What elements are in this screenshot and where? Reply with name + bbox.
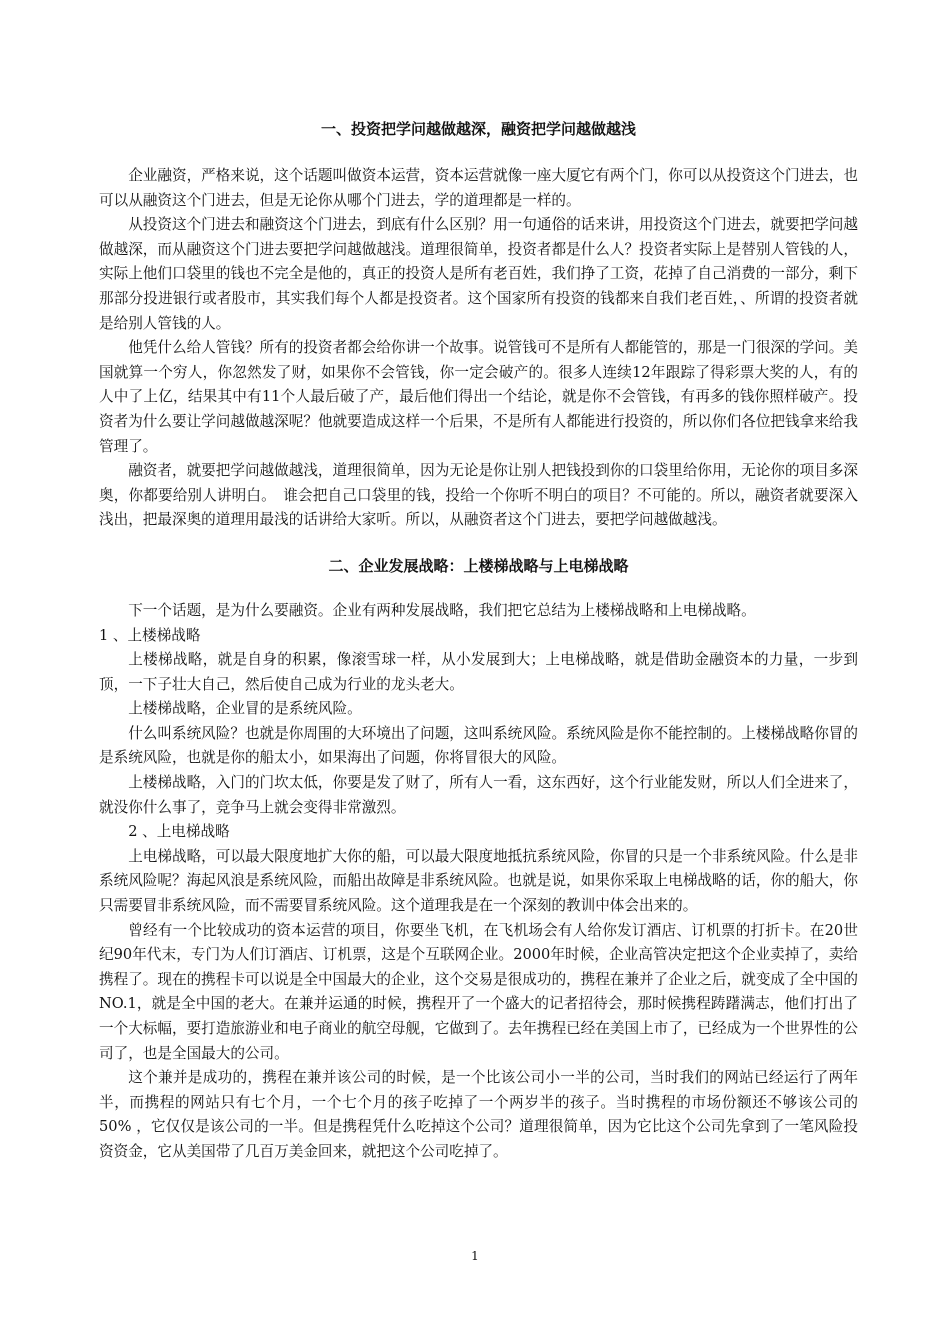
subheading-stairs-strategy: 1 、上楼梯战略 xyxy=(99,626,201,644)
section-2-paragraph: 这个兼并是成功的，携程在兼并该公司的时候，是一个比该公司小一半的公司，当时我们的网站已经运行了两年半，而携程的网站只有七个月，一个七个月的孩子吃掉了一个两岁半的孩子。当时携程的市场份额还不够该公司的50% ，它仅仅是该公司的一半。但是携程凭什么吃掉这个公司？道理很简单，因为它比这个公司先拿到了一笔风险投资资金，它从美国带了几百万美金回来，就把这个公司吃掉了。 xyxy=(99,1069,858,1160)
section-2-intro: 下一个话题，是为什么要融资。企业有两种发展战略，我们把它总结为上楼梯战略和上电梯战略。 xyxy=(128,601,756,619)
section-1-heading: 一、投资把学问越做越深，融资把学问越做越浅 xyxy=(320,120,636,138)
section-2-paragraph: 曾经有一个比较成功的资本运营的项目，你要坐飞机，在飞机场会有人给你发订酒店、订机票的打折卡。在20世纪90年代末，专门为人们订酒店、订机票，这是个互联网企业。2000年时候，企业高管决定把这个企业卖掉了，卖给携程了。现在的携程卡可以说是全中国最大的企业，这个交易是很成功的，携程在兼并了企业之后，就变成了全中国的NO.1，就是全中国的老大。在兼并运通的时候，携程开了一个盛大的记者招待会，那时候携程踌躇满志，他们打出了一个大标幅，要打造旅游业和电子商业的航空母舰，它做到了。去年携程已经在美国上市了，已经成为一个世界性的公司了，也是全国最大的公司。 xyxy=(99,921,858,1062)
section-1-paragraph: 从投资这个门进去和融资这个门进去，到底有什么区别？用一句通俗的话来讲，用投资这个门进去，就要把学问越做越深，而从融资这个门进去要把学问越做越浅。道理很简单，投资者都是什么人？投资者实际上是替别人管钱的人，实际上他们口袋里的钱也不完全是他的，真正的投资人是所有老百姓，我们挣了工资，花掉了自己消费的一部分，剩下那部分投进银行或者股市，其实我们每个人都是投资者。这个国家所有投资的钱都来自我们老百姓，、所谓的投资者就是给别人管钱的人。 xyxy=(99,216,858,332)
section-2-paragraph: 上楼梯战略，入门的门坎太低，你要是发了财了，所有人一看，这东西好，这个行业能发财，所以人们全进来了，就没你什么事了，竞争马上就会变得非常激烈。 xyxy=(99,774,858,816)
section-1-paragraph: 融资者，就要把学问越做越浅，道理很简单，因为无论是你让别人把钱投到你的口袋里给你用，无论你的项目多深奥，你都要给别人讲明白。 谁会把自己口袋里的钱，投给一个你听不明白的项目？不可能的。所以，融资者就要深入浅出，把最深奥的道理用最浅的话讲给大家听。所以，从融资者这个门进去，要把学问越做越浅。 xyxy=(99,462,858,529)
page-content xyxy=(99,116,858,1165)
section-2-paragraph: 上电梯战略，可以最大限度地扩大你的船，可以最大限度地抵抗系统风险，你冒的只是一个非系统风险。什么是非系统风险呢？海起风浪是系统风险，而船出故障是非系统风险。也就是说，如果你采取上电梯战略的话，你的船大，你只需要冒非系统风险，而不需要冒系统风险。这个道理我是在一个深刻的教训中体会出来的。 xyxy=(99,847,858,915)
subheading-elevator-strategy: 2 、上电梯战略 xyxy=(128,823,230,841)
section-2-paragraph: 上楼梯战略，就是自身的积累，像滚雪球一样，从小发展到大；上电梯战略，就是借助金融资本的力量，一步到顶，一下子壮大自己，然后使自己成为行业的龙头老大。 xyxy=(99,651,858,693)
section-1-paragraph: 企业融资，严格来说，这个话题叫做资本运营，资本运营就像一座大厦它有两个门，你可以从投资这个门进去，也可以从融资这个门进去，但是无论你从哪个门进去，学的道理都是一样的。 xyxy=(99,167,858,209)
section-2-paragraph: 什么叫系统风险？也就是你周围的大环境出了问题，这叫系统风险。系统风险是你不能控制的。上楼梯战略你冒的是系统风险，也就是你的船太小，如果海出了问题，你将冒很大的风险。 xyxy=(99,724,858,767)
section-2-heading: 二、企业发展战略：上楼梯战略与上电梯战略 xyxy=(328,556,629,575)
section-1-paragraph: 他凭什么给人管钱？所有的投资者都会给你讲一个故事。说管钱可不是所有人都能管的，那是一门很深的学问。美国就算一个穷人，你忽然发了财，如果你不会管钱，你一定会破产的。很多人连续12年跟踪了得彩票大奖的人，有的人中了上亿，结果其中有11个人最后破了产，最后他们得出一个结论，就是你不会管钱，有再多的钱你照样破产。投资者为什么要让学问越做越深呢？他就要造成这样一个后果，不是所有人都能进行投资的，所以你们各位把钱拿来给我管理了。 xyxy=(99,339,858,455)
page-number: 1 xyxy=(471,1249,479,1263)
section-2-paragraph: 上楼梯战略，企业冒的是系统风险。 xyxy=(128,700,362,718)
